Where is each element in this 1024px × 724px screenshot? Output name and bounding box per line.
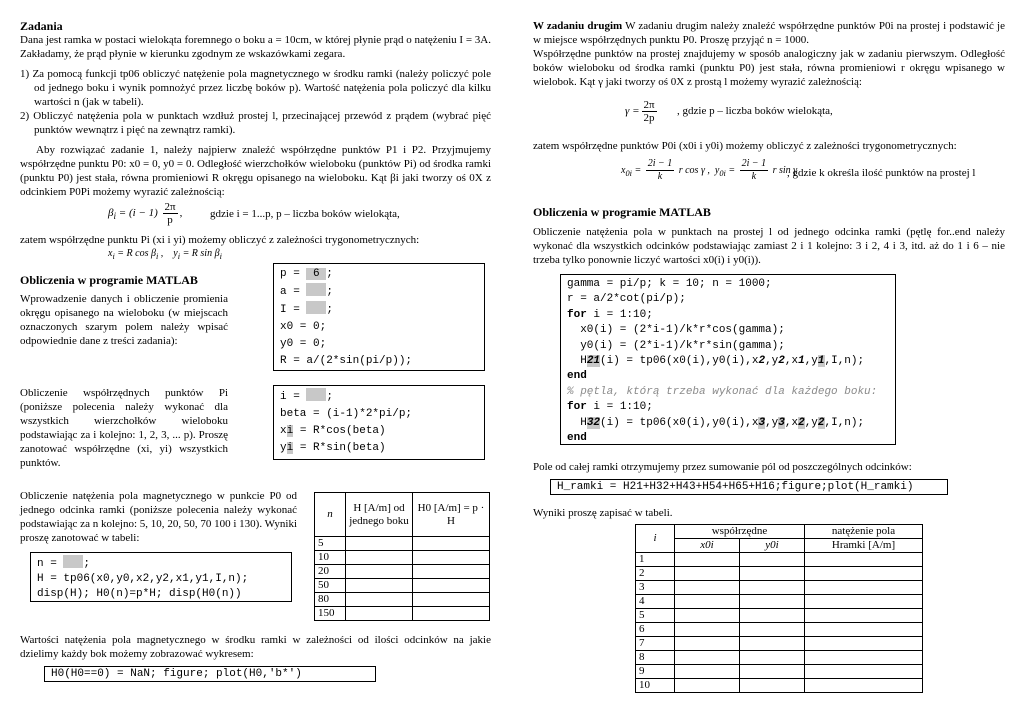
col-i: i: [636, 525, 675, 553]
table-row: 4: [636, 595, 675, 609]
beta-formula: $\beta_i = (i - 1)$ $\frac{2\pi}{p}$ ,: [108, 201, 183, 226]
table-row: 150: [315, 607, 346, 621]
results-table-1: [314, 492, 490, 621]
col-coords: współrzędne: [675, 525, 805, 539]
table-row: 6: [636, 623, 675, 637]
table-row: 80: [315, 593, 346, 607]
task-2: 2) Obliczyć natężenia pola w punktach wzdłuż prostej l, przecinającej przewód z prądem (wybrać pięć punktów wewnątrz i pięć na zewnątrz ramki).: [20, 110, 491, 136]
k-note: , gdzie k określa ilość punktów na prostej l: [787, 167, 976, 179]
desc-field: Obliczenie natężenia pola magnetycznego w punkcie P0 od jednego odcinka ramki (poniższe polecenia należy wykonać podstawiając za n kolejno: 5, 10, 20, 50, 70 100 i 130). Wyniki proszę zanotować w tabeli:: [20, 490, 297, 544]
table-row: 1: [636, 553, 675, 567]
results-table-2: [635, 524, 923, 693]
col-H: H [A/m] od jednego boku: [346, 493, 413, 537]
blank-n[interactable]: [63, 555, 83, 568]
code-block-coords[interactable]: i = ; beta = (i-1)*2*pi/p; xi = R*cos(beta) yi = R*sin(beta): [273, 385, 485, 460]
table-row: 10: [636, 679, 675, 693]
code-block-loop[interactable]: gamma = pi/p; k = 10; n = 1000; r = a/2*cot(pi/p); for i = 1:10; x0(i) = (2*i-1)/k*r*cos(gamma); y0(i) = (2*i-1)/k*r*sin(gamma); H21(i) = tp06(x0(i),y0(i),x2,y2,x1,y1,I,n); end % pętla, którą trzeba wykonać dla każdego boku: for i = 1:10; H32(i) = tp06(x0(i),y0(i),x3,y3,x2,y2,I,n); end: [560, 274, 896, 445]
sub-x0i: x0i: [675, 539, 740, 553]
col-n: n: [315, 493, 346, 537]
blank-I[interactable]: [306, 301, 326, 314]
table-row: 8: [636, 651, 675, 665]
sub-y0i: y0i: [740, 539, 805, 553]
desc-data-input: Wprowadzenie danych i obliczenie promienia okręgu opisanego na wieloboku (w miejscach oznaczonych szarym polem należy wpisać odpowiednie dane z treści zadania):: [20, 293, 228, 347]
blank-i[interactable]: [306, 388, 326, 401]
table-row: 10: [315, 551, 346, 565]
coords-intro-right: zatem współrzędne punktów P0i (x0i i y0i) możemy obliczyć z zależności trygonometrycznych:: [533, 140, 957, 152]
task2-desc: Współrzędne punktów na prostej znajdujemy w sposób analogiczny jak w zadaniu pierwszym. Odległość boków wieloboku od środka ramki (punktu P0) jest stała, równa promieniowi r okręgu wpisanego w wielobok. Kąt γ jaki tworzy oś 0X z prostą l możemy wyrazić zależnością:: [533, 48, 1005, 88]
coords-formula: $x_i = R$ $\cos \beta_i$ , $y_i = R$ $\sin \beta_i$: [108, 248, 222, 261]
solve-intro: Aby rozwiązać zadanie 1, należy najpierw znaleźć współrzędne punktów P1 i P2. Przyjmujemy współrzędne punktu P0: x0 = 0, y0 = 0. Odległość wierzchołków wieloboku (punktów Pi) od środka ramki (punktu P0) jest stała, równa promieniowi R okręgu opisanego na wieloboku. Kąt βi jaki tworzy oś 0X z odcinkiem P0Pi możemy wyrazić zależnością:: [20, 144, 491, 198]
table-row: 9: [636, 665, 675, 679]
desc-coords: Obliczenie współrzędnych punktów Pi (poniższe polecenia należy wykonać dla wszystkich wierzchołków wieloboku podstawiając za i kolejno: 1, 2, 3, ... p). Proszę zanotować współrzędne (xi, yi) wszystkich punktów.: [20, 387, 228, 469]
code-block-data[interactable]: p = 6 ; a = ; I = ; x0 = 0; y0 = 0; R = a/(2*sin(pi/p));: [273, 263, 485, 371]
code-block-plot[interactable]: H0(H0==0) = NaN; figure; plot(H0,'b*'): [44, 666, 376, 682]
task2-intro: W zadaniu drugim W zadaniu drugim należy znaleźć współrzędne punktów P0i na prostej i podstawić je w miejsce współrzędnych punktu P0. Proszę przyjąć n = 1000.: [533, 20, 1005, 46]
matlab-heading-left: Obliczenia w programie MATLAB: [20, 273, 198, 287]
blank-a[interactable]: [306, 283, 326, 296]
gamma-formula: γ = $\frac{2\pi}{2p}$: [625, 99, 655, 124]
code-block-sum[interactable]: H_ramki = H21+H32+H43+H54+H65+H16;figure;plot(H_ramki): [550, 479, 948, 495]
coords-formula-right: $x_{0i}$ = $\frac{2i - 1}{k}$ r cos γ , $y_{0i}$ = $\frac{2i - 1}{k}$ r sin γ: [621, 158, 798, 182]
beta-formula-note: gdzie i = 1...p, p – liczba boków wielokąta,: [210, 208, 400, 220]
results-desc: Wyniki proszę zapisać w tabeli.: [533, 507, 673, 519]
sum-desc: Pole od całej ramki otrzymujemy przez sumowanie pól od poszczególnych odcinków:: [533, 461, 912, 473]
table-row: 20: [315, 565, 346, 579]
blank-p[interactable]: 6: [306, 268, 327, 280]
table-row: 50: [315, 579, 346, 593]
col-H0: H0 [A/m] = p · H: [413, 493, 490, 537]
coords-intro: zatem współrzędne punktu Pi (xi i yi) możemy obliczyć z zależności trygonometrycznych:: [20, 234, 420, 246]
loop-desc: Obliczenie natężenia pola w punktach na prostej l od jednego odcinka ramki (pętlę for..end należy wykonać dla wszystkich odcinków podstawiając zamiast 2 i 1 kolejno: 3 i 2, 4 i 3, itd. aż do 1 i 6 – nie trzeba tylko ponownie liczyć wartości x0(i) i y0(i)).: [533, 226, 1005, 266]
col-field: natężenie pola: [805, 525, 923, 539]
sub-Hramki: Hramki [A/m]: [805, 539, 923, 553]
intro-text: Dana jest ramka w postaci wielokąta foremnego o boku a = 10cm, w której płynie prąd o natężeniu I = 3A. Zakładamy, że prąd płynie w kierunku zgodnym ze wskazówkami zegara.: [20, 34, 491, 60]
task-1: 1) Za pomocą funkcji tp06 obliczyć natężenie pola magnetycznego w środku ramki (należy policzyć pole od jednego boku i wynik pomnożyć przez liczbę boków p). Wartość natężenia pola policzyć dla kilku wartości n (jak w tabeli).: [20, 68, 491, 108]
gamma-note: , gdzie p – liczba boków wielokąta,: [677, 105, 833, 117]
table-row: 3: [636, 581, 675, 595]
table-row: 5: [636, 609, 675, 623]
table-row: 2: [636, 567, 675, 581]
table-row: 7: [636, 637, 675, 651]
matlab-heading-right: Obliczenia w programie MATLAB: [533, 205, 711, 219]
table-row: 5: [315, 537, 346, 551]
desc-plot: Wartości natężenia pola magnetycznego w środku ramki w zależności od ilości odcinków na jakie dzielimy każdy bok możemy zobrazować wykresem:: [20, 634, 491, 660]
page-title: Zadania: [20, 19, 63, 33]
code-block-field[interactable]: n = ; H = tp06(x0,y0,x2,y2,x1,y1,I,n); disp(H); H0(n)=p*H; disp(H0(n)): [30, 552, 292, 602]
